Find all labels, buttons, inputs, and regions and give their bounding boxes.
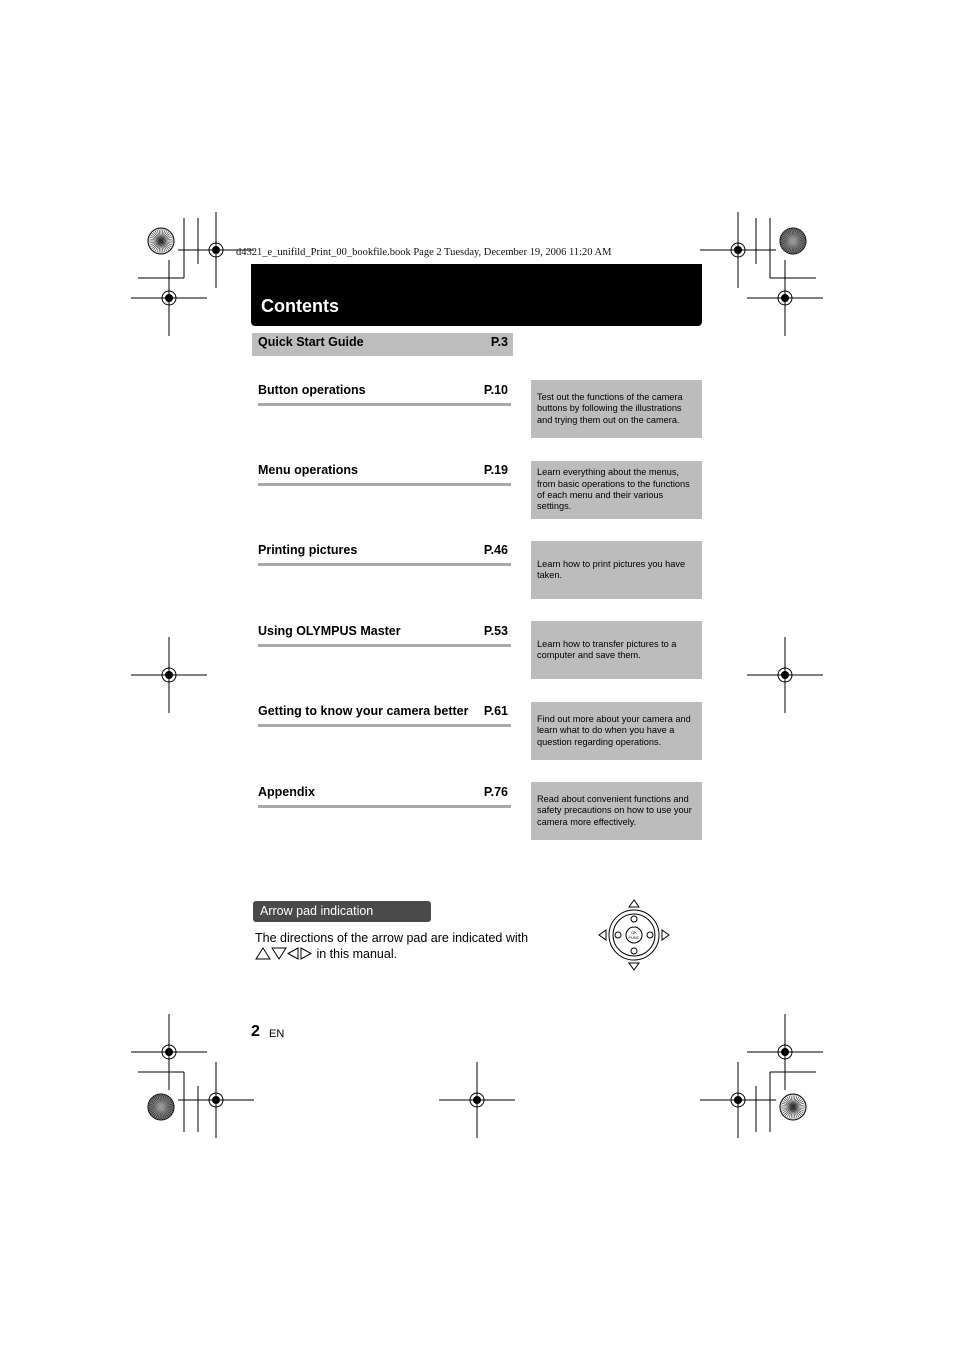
print-header: d4321_e_unifild_Print_00_bookfile.book Page 2 Tuesday, December 19, 2006 11:20 AM [236, 247, 612, 258]
section-row-button-operations[interactable] [258, 380, 511, 406]
registration-mark [747, 260, 823, 336]
registration-mark [439, 1062, 515, 1138]
section-page: P.19 [483, 463, 508, 477]
section-label: Using OLYMPUS Master [258, 624, 401, 638]
section-label: Printing pictures [258, 543, 358, 557]
registration-mark [131, 260, 207, 336]
arrow-directions-icon [255, 947, 313, 960]
section-description-text: Find out more about your camera and learn what to do when you have a question regarding operations. [537, 714, 691, 747]
arrow-pad-heading [253, 901, 431, 922]
section-description [531, 702, 702, 760]
rosette-mark [780, 1094, 806, 1120]
page-language: EN [269, 1028, 285, 1040]
section-row-olympus-master[interactable] [258, 621, 511, 647]
section-page: P.10 [483, 383, 508, 397]
section-description-text: Read about convenient functions and safety precautions on how to use your camera more effectively. [537, 794, 692, 827]
section-row-camera-better[interactable] [258, 701, 511, 727]
section-description [531, 541, 702, 599]
section-label: Menu operations [258, 463, 359, 477]
page-number: 2 [251, 1023, 260, 1040]
quick-start-row[interactable] [252, 333, 513, 356]
arrow-pad-text-before: The directions of the arrow pad are indicated with [255, 931, 529, 945]
ok-label: OK [631, 930, 637, 935]
quick-start-page: P.3 [490, 335, 508, 349]
section-description [531, 461, 702, 519]
arrow-pad-illustration [596, 897, 674, 975]
section-row-menu-operations[interactable] [258, 460, 511, 486]
section-page: P.61 [483, 704, 508, 718]
arrow-pad-text [255, 930, 555, 962]
section-row-appendix[interactable] [258, 782, 511, 808]
registration-mark [131, 1014, 207, 1090]
section-page: P.46 [483, 543, 508, 557]
registration-mark [700, 1062, 776, 1138]
registration-mark [178, 1062, 254, 1138]
section-description-text: Learn how to print pictures you have taken. [537, 558, 686, 580]
func-label: FUNC [628, 935, 640, 940]
rosette-mark [148, 1094, 174, 1120]
rosette-mark [148, 228, 174, 254]
registration-mark [700, 212, 776, 288]
section-description-text: Learn how to transfer pictures to a computer and save them. [537, 638, 677, 660]
section-row-printing-pictures[interactable] [258, 540, 511, 566]
registration-mark [131, 637, 207, 713]
section-description-text: Test out the functions of the camera buttons by following the illustrations and trying them out on the camera. [537, 392, 683, 425]
section-description [531, 380, 702, 438]
contents-title-bar [251, 264, 702, 326]
arrow-pad-heading-text: Arrow pad indication [260, 904, 374, 918]
section-page: P.76 [483, 785, 508, 799]
arrow-pad-text-after: in this manual. [316, 947, 398, 961]
quick-start-label: Quick Start Guide [258, 335, 364, 349]
section-description [531, 782, 702, 840]
section-description [531, 621, 702, 679]
page-title: Contents [261, 296, 339, 316]
registration-mark [747, 637, 823, 713]
rosette-mark [780, 228, 806, 254]
section-description-text: Learn everything about the menus, from basic operations to the functions of each menu and their various settings. [537, 467, 690, 512]
section-page: P.53 [483, 624, 508, 638]
registration-mark [747, 1014, 823, 1090]
section-label: Getting to know your camera better [258, 704, 469, 718]
section-label: Button operations [258, 383, 366, 397]
section-label: Appendix [258, 785, 315, 799]
